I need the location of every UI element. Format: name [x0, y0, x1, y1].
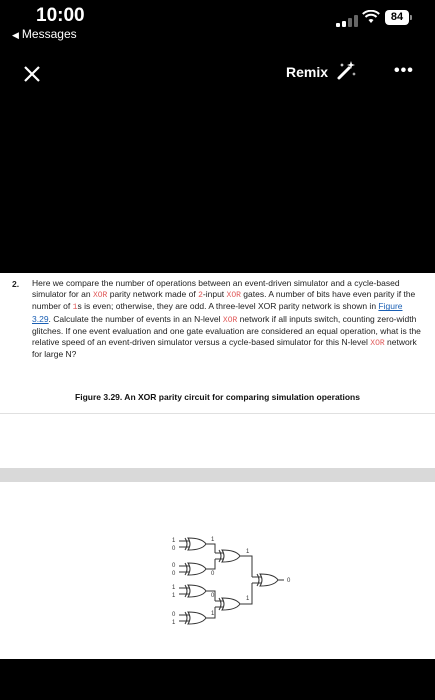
xor-gate-level2 — [219, 598, 240, 610]
circuit-output-value: 0 — [287, 578, 291, 584]
code-xor: XOR — [370, 339, 385, 349]
document-page-top — [0, 273, 435, 413]
page-separator — [0, 468, 435, 482]
code-xor: XOR — [92, 291, 108, 301]
level1-output-value: 0 — [211, 571, 215, 577]
input-value: 1 — [172, 620, 176, 626]
xor-gate-level1 — [185, 612, 206, 624]
figure-link[interactable]: Figure 3.29 — [32, 301, 403, 324]
document-page-bottom — [0, 482, 435, 659]
question-number: 2. — [12, 279, 20, 289]
input-value: 0 — [172, 563, 176, 569]
toolbar — [0, 52, 435, 96]
input-value: 1 — [172, 538, 176, 544]
input-value: 0 — [172, 612, 176, 618]
xor-gate-level2 — [219, 550, 240, 562]
input-value: 0 — [172, 546, 176, 552]
level1-output-value: 0 — [211, 593, 215, 599]
status-time: 10:00 — [36, 5, 85, 26]
wifi-icon — [362, 10, 380, 24]
document-blank-area — [0, 413, 435, 469]
input-value: 1 — [172, 593, 176, 599]
back-arrow-icon: ◀ — [12, 30, 19, 40]
input-value: 1 — [172, 585, 176, 591]
code-xor: XOR — [226, 291, 241, 301]
question-text: Here we compare the number of operations between an event-driven simulator and a cycle-based simulator for an XOR parity network made of 2-input XOR gates. A number of bits have even parity if the number of 1s is even; otherwise, they are odd. A three-level XOR parity network is shown in Figure 3.29. Calculate the number of events in an N-level XOR network if all inputs switch, counting zero-width glitches. If one event evaluation and one gate evaluation are considered an equal operation, what is the relative speed of an event-driven simulator versus a cycle-based simulator for this N-level XOR network for large N? — [32, 278, 421, 360]
xor-gate-level1 — [185, 538, 206, 550]
back-messages-label: Messages — [21, 27, 77, 41]
cellular-signal-icon — [336, 15, 358, 27]
close-icon[interactable] — [22, 64, 42, 84]
battery-tip — [410, 15, 412, 20]
xor-gate-level1 — [185, 563, 206, 575]
level2-output-value: 1 — [246, 549, 250, 555]
more-options-button[interactable]: ••• — [394, 62, 414, 79]
back-to-messages-button[interactable] — [12, 27, 77, 41]
xor-gate-level1 — [185, 585, 206, 597]
magic-wand-icon[interactable] — [334, 59, 358, 83]
code-one: 1 — [72, 303, 78, 313]
input-value: 0 — [172, 571, 176, 577]
code-two: 2 — [198, 291, 203, 301]
xor-gate-level3 — [257, 574, 278, 586]
xor-parity-circuit — [160, 532, 300, 642]
status-bar — [0, 0, 435, 48]
code-xor: XOR — [222, 315, 238, 325]
figure-caption: Figure 3.29. An XOR parity circuit for comparing simulation operations — [75, 392, 360, 402]
battery-indicator: 84 — [385, 10, 409, 25]
remix-button[interactable]: Remix — [286, 64, 329, 80]
level2-output-value: 1 — [246, 596, 250, 602]
level1-output-value: 1 — [211, 537, 215, 543]
level1-output-value: 1 — [211, 611, 215, 617]
